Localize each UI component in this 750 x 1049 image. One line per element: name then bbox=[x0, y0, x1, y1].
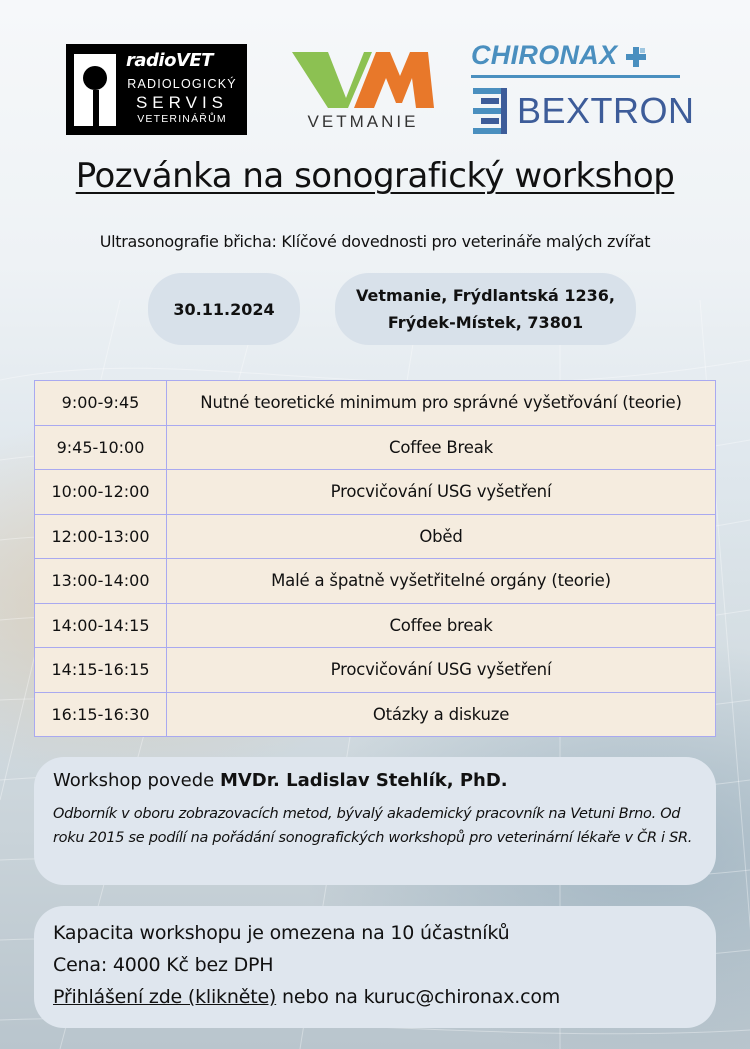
event-date-text: 30.11.2024 bbox=[173, 299, 275, 319]
radiovet-line2: SERVIS bbox=[135, 93, 229, 112]
lecturer-name: MVDr. Ladislav Stehlík, PhD. bbox=[219, 770, 508, 791]
info-card bbox=[34, 906, 716, 1028]
lecturer-bio: Odborník v oboru zobrazovacích metod, bývalý akademický pracovník na Vetuni Brno. Od roku 2015 se podílí na pořádání sonografických workshopů pro veterinární lékaře v ČR i SR. bbox=[53, 806, 693, 846]
schedule-time: 10:00-12:00 bbox=[35, 470, 167, 515]
table-row bbox=[35, 381, 716, 426]
bextron-b-icon bbox=[473, 88, 511, 134]
chironax-bextron-logo bbox=[471, 40, 695, 136]
registration-link[interactable]: Přihlášení zde (klikněte) bbox=[53, 986, 277, 1008]
schedule-activity: Coffee Break bbox=[167, 425, 716, 470]
chironax-rule bbox=[471, 75, 680, 78]
registration-line bbox=[53, 986, 560, 1008]
table-row bbox=[35, 470, 716, 515]
radiovet-logo bbox=[66, 44, 247, 135]
schedule-time: 9:45-10:00 bbox=[35, 425, 167, 470]
location-line1: Vetmanie, Frýdlantská 1236, bbox=[356, 286, 615, 305]
page-title: Pozvánka na sonografický workshop bbox=[75, 156, 675, 196]
schedule-activity: Procvičování USG vyšetření bbox=[167, 648, 716, 693]
radiovet-r-icon bbox=[74, 54, 116, 126]
location-line2: Frýdek-Místek, 73801 bbox=[387, 313, 584, 332]
table-row bbox=[35, 559, 716, 604]
event-date bbox=[148, 273, 300, 345]
schedule-activity: Coffee break bbox=[167, 603, 716, 648]
schedule-activity: Oběd bbox=[167, 514, 716, 559]
page-subtitle: Ultrasonografie břicha: Klíčové dovednosti pro veterináře malých zvířat bbox=[99, 232, 651, 251]
chironax-name: CHIRONAX bbox=[471, 40, 647, 71]
radiovet-line1: RADIOLOGICKÝ bbox=[127, 77, 237, 91]
sponsor-logos bbox=[0, 0, 750, 150]
vetmanie-label: VETMANIE bbox=[307, 112, 419, 131]
radiovet-line3: VETERINÁŘŮM bbox=[137, 113, 227, 125]
table-row bbox=[35, 425, 716, 470]
lecturer-card bbox=[34, 757, 716, 885]
bextron-name: BEXTRON bbox=[517, 90, 695, 131]
schedule-activity: Otázky a diskuze bbox=[167, 692, 716, 737]
vetmanie-vm-icon bbox=[288, 48, 438, 110]
table-row bbox=[35, 692, 716, 737]
event-location bbox=[335, 273, 636, 345]
schedule-activity: Nutné teoretické minimum pro správné vyšetřování (teorie) bbox=[167, 381, 716, 426]
schedule-time: 14:15-16:15 bbox=[35, 648, 167, 693]
table-row bbox=[35, 648, 716, 693]
schedule-time: 12:00-13:00 bbox=[35, 514, 167, 559]
vetmanie-logo bbox=[288, 48, 438, 134]
registration-email-text: nebo na kuruc@chironax.com bbox=[276, 986, 561, 1008]
price-text: Cena: 4000 Kč bez DPH bbox=[53, 954, 274, 976]
schedule-table bbox=[34, 380, 716, 737]
schedule-time: 14:00-14:15 bbox=[35, 603, 167, 648]
radiovet-brand: radioVET bbox=[126, 50, 213, 71]
schedule-time: 16:15-16:30 bbox=[35, 692, 167, 737]
lecturer-lead-text: Workshop povede bbox=[53, 770, 215, 791]
schedule-time: 9:00-9:45 bbox=[35, 381, 167, 426]
capacity-text: Kapacita workshopu je omezena na 10 účastníků bbox=[53, 922, 510, 944]
schedule-time: 13:00-14:00 bbox=[35, 559, 167, 604]
schedule-activity: Malé a špatně vyšetřitelné orgány (teorie) bbox=[167, 559, 716, 604]
lecturer-lead bbox=[53, 770, 508, 791]
table-row bbox=[35, 514, 716, 559]
table-row bbox=[35, 603, 716, 648]
plus-icon bbox=[625, 46, 647, 68]
schedule-activity: Procvičování USG vyšetření bbox=[167, 470, 716, 515]
